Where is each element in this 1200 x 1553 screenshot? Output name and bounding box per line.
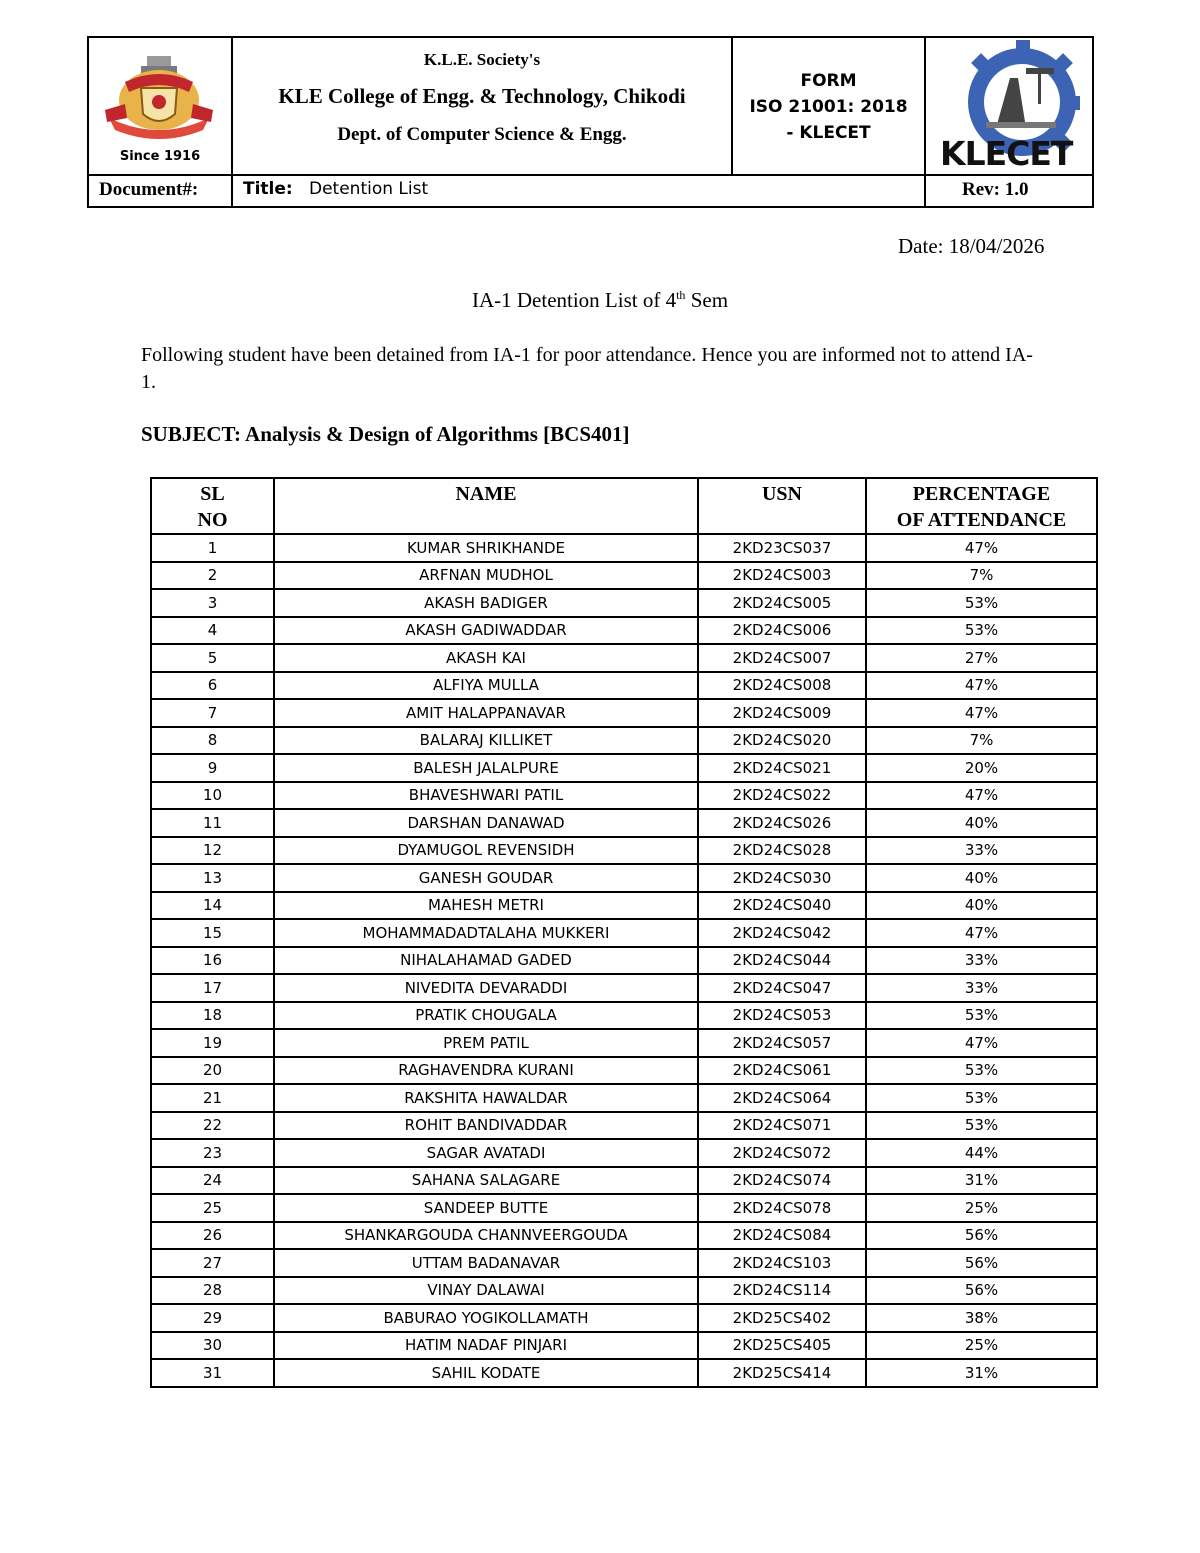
subject-line: SUBJECT: Analysis & Design of Algorithms [BCS401]	[141, 422, 630, 446]
student-name-cell: SAHIL KODATE	[274, 1359, 698, 1387]
student-name-cell: SANDEEP BUTTE	[274, 1194, 698, 1222]
revision-cell	[926, 174, 1092, 206]
table-row	[151, 1002, 1097, 1030]
sl-no-cell: 6	[151, 672, 274, 700]
usn-cell: 2KD24CS020	[698, 727, 866, 755]
sl-no-cell: 5	[151, 644, 274, 672]
attendance-percentage-cell: 7%	[866, 562, 1097, 590]
table-header-row	[151, 478, 1097, 534]
table-row	[151, 782, 1097, 810]
table-row	[151, 1029, 1097, 1057]
sl-no-cell: 26	[151, 1222, 274, 1250]
attendance-percentage-cell: 47%	[866, 782, 1097, 810]
attendance-percentage-cell: 47%	[866, 1029, 1097, 1057]
detention-heading	[0, 288, 1200, 313]
attendance-percentage-cell: 53%	[866, 1084, 1097, 1112]
klecet-form-label: - KLECET	[786, 123, 871, 143]
usn-cell: 2KD24CS044	[698, 947, 866, 975]
sl-no-cell: 25	[151, 1194, 274, 1222]
sl-no-cell: 7	[151, 699, 274, 727]
student-name-cell: AKASH GADIWADDAR	[274, 617, 698, 645]
usn-cell: 2KD25CS402	[698, 1304, 866, 1332]
sl-no-cell: 19	[151, 1029, 274, 1057]
usn-cell: 2KD24CS028	[698, 837, 866, 865]
usn-cell: 2KD24CS061	[698, 1057, 866, 1085]
student-name-cell: DARSHAN DANAWAD	[274, 809, 698, 837]
attendance-percentage-cell: 53%	[866, 1057, 1097, 1085]
title-value: Detention List	[309, 179, 429, 199]
table-row	[151, 974, 1097, 1002]
table-row	[151, 919, 1097, 947]
table-row	[151, 617, 1097, 645]
attendance-percentage-cell: 56%	[866, 1277, 1097, 1305]
table-row	[151, 837, 1097, 865]
sl-no-cell: 2	[151, 562, 274, 590]
table-row	[151, 864, 1097, 892]
student-name-cell: SAGAR AVATADI	[274, 1139, 698, 1167]
table-row	[151, 892, 1097, 920]
usn-cell: 2KD24CS040	[698, 892, 866, 920]
document-header	[87, 36, 1094, 208]
table-row	[151, 727, 1097, 755]
table-row	[151, 644, 1097, 672]
sl-no-cell: 13	[151, 864, 274, 892]
heading-prefix: IA-1 Detention List of 4	[471, 288, 677, 312]
name-header: NAME	[274, 478, 698, 534]
heading-superscript: th	[676, 288, 686, 302]
student-name-cell: NIVEDITA DEVARADDI	[274, 974, 698, 1002]
usn-cell: 2KD25CS414	[698, 1359, 866, 1387]
student-name-cell: PREM PATIL	[274, 1029, 698, 1057]
usn-cell: 2KD24CS005	[698, 589, 866, 617]
table-row	[151, 947, 1097, 975]
sl-no-cell: 29	[151, 1304, 274, 1332]
attendance-percentage-cell: 53%	[866, 589, 1097, 617]
attendance-percentage-cell: 44%	[866, 1139, 1097, 1167]
college-name: KLE College of Engg. & Technology, Chikodi	[278, 84, 686, 108]
usn-cell: 2KD24CS071	[698, 1112, 866, 1140]
sl-no-cell: 9	[151, 754, 274, 782]
heading-suffix: Sem	[685, 288, 729, 312]
table-row	[151, 1112, 1097, 1140]
form-label: FORM	[800, 71, 857, 91]
student-name-cell: ARFNAN MUDHOL	[274, 562, 698, 590]
attendance-percentage-cell: 33%	[866, 837, 1097, 865]
usn-cell: 2KD24CS009	[698, 699, 866, 727]
table-row	[151, 1277, 1097, 1305]
sl-no-cell: 30	[151, 1332, 274, 1360]
student-name-cell: SHANKARGOUDA CHANNVEERGOUDA	[274, 1222, 698, 1250]
student-name-cell: BABURAO YOGIKOLLAMATH	[274, 1304, 698, 1332]
usn-cell: 2KD24CS114	[698, 1277, 866, 1305]
attendance-percentage-cell: 7%	[866, 727, 1097, 755]
student-name-cell: ALFIYA MULLA	[274, 672, 698, 700]
student-name-cell: MAHESH METRI	[274, 892, 698, 920]
table-row	[151, 1359, 1097, 1387]
percentage-header	[866, 478, 1097, 534]
klecet-logo-text: KLECET	[940, 134, 1073, 173]
attendance-percentage-cell: 33%	[866, 947, 1097, 975]
sl-header-line2: NO	[197, 509, 228, 531]
attendance-percentage-cell: 56%	[866, 1222, 1097, 1250]
student-name-cell: AMIT HALAPPANAVAR	[274, 699, 698, 727]
student-name-cell: PRATIK CHOUGALA	[274, 1002, 698, 1030]
document-number-cell	[89, 174, 233, 206]
attendance-percentage-cell: 25%	[866, 1332, 1097, 1360]
usn-cell: 2KD24CS030	[698, 864, 866, 892]
sl-no-cell: 18	[151, 1002, 274, 1030]
usn-header: USN	[698, 478, 866, 534]
sl-no-cell: 11	[151, 809, 274, 837]
since-1916-label: Since 1916	[119, 149, 201, 164]
title-label: Title:	[243, 179, 293, 199]
attendance-percentage-cell: 53%	[866, 1112, 1097, 1140]
attendance-percentage-cell: 56%	[866, 1249, 1097, 1277]
usn-cell: 2KD24CS074	[698, 1167, 866, 1195]
usn-cell: 2KD24CS047	[698, 974, 866, 1002]
college-name-cell	[233, 38, 733, 174]
attendance-percentage-cell: 47%	[866, 919, 1097, 947]
document-date: Date: 18/04/2026	[898, 234, 1045, 258]
usn-cell: 2KD24CS078	[698, 1194, 866, 1222]
student-name-cell: SAHANA SALAGARE	[274, 1167, 698, 1195]
usn-cell: 2KD24CS042	[698, 919, 866, 947]
attendance-percentage-cell: 53%	[866, 1002, 1097, 1030]
table-row	[151, 672, 1097, 700]
attendance-percentage-cell: 47%	[866, 534, 1097, 562]
table-row	[151, 699, 1097, 727]
student-name-cell: DYAMUGOL REVENSIDH	[274, 837, 698, 865]
student-rows	[151, 534, 1097, 1387]
usn-cell: 2KD24CS021	[698, 754, 866, 782]
student-name-cell: BHAVESHWARI PATIL	[274, 782, 698, 810]
detention-table	[150, 477, 1098, 1388]
sl-no-cell: 4	[151, 617, 274, 645]
attendance-percentage-cell: 27%	[866, 644, 1097, 672]
table-row	[151, 1057, 1097, 1085]
table-row	[151, 754, 1097, 782]
table-row	[151, 1084, 1097, 1112]
sl-no-cell: 12	[151, 837, 274, 865]
student-name-cell: GANESH GOUDAR	[274, 864, 698, 892]
student-name-cell: KUMAR SHRIKHANDE	[274, 534, 698, 562]
percentage-header-line1: PERCENTAGE	[912, 483, 1051, 505]
table-row	[151, 562, 1097, 590]
sl-no-cell: 14	[151, 892, 274, 920]
table-row	[151, 1304, 1097, 1332]
sl-header-line1: SL	[200, 483, 225, 505]
attendance-percentage-cell: 31%	[866, 1167, 1097, 1195]
student-name-cell: HATIM NADAF PINJARI	[274, 1332, 698, 1360]
sl-no-cell: 24	[151, 1167, 274, 1195]
usn-cell: 2KD24CS103	[698, 1249, 866, 1277]
form-iso-cell	[733, 38, 926, 174]
sl-no-cell: 23	[151, 1139, 274, 1167]
document-number-label: Document#:	[99, 179, 199, 200]
usn-cell: 2KD24CS022	[698, 782, 866, 810]
attendance-percentage-cell: 20%	[866, 754, 1097, 782]
sl-no-cell: 15	[151, 919, 274, 947]
usn-cell: 2KD25CS405	[698, 1332, 866, 1360]
percentage-header-line2: OF ATTENDANCE	[896, 509, 1067, 531]
sl-no-cell: 1	[151, 534, 274, 562]
attendance-percentage-cell: 31%	[866, 1359, 1097, 1387]
student-name-cell: VINAY DALAWAI	[274, 1277, 698, 1305]
usn-cell: 2KD24CS003	[698, 562, 866, 590]
iso-standard: ISO 21001: 2018	[749, 97, 908, 117]
table-row	[151, 589, 1097, 617]
usn-cell: 2KD23CS037	[698, 534, 866, 562]
student-name-cell: AKASH KAI	[274, 644, 698, 672]
sl-no-cell: 22	[151, 1112, 274, 1140]
student-name-cell: NIHALAHAMAD GADED	[274, 947, 698, 975]
student-name-cell: BALESH JALALPURE	[274, 754, 698, 782]
attendance-percentage-cell: 47%	[866, 672, 1097, 700]
usn-cell: 2KD24CS072	[698, 1139, 866, 1167]
table-row	[151, 1332, 1097, 1360]
usn-cell: 2KD24CS053	[698, 1002, 866, 1030]
society-name: K.L.E. Society's	[423, 50, 541, 69]
sl-no-cell: 3	[151, 589, 274, 617]
sl-no-cell: 20	[151, 1057, 274, 1085]
sl-no-header	[151, 478, 274, 534]
sl-no-cell: 10	[151, 782, 274, 810]
society-seal-cell	[89, 38, 233, 174]
student-name-cell: AKASH BADIGER	[274, 589, 698, 617]
sl-no-cell: 27	[151, 1249, 274, 1277]
table-row	[151, 1194, 1097, 1222]
table-row	[151, 1167, 1097, 1195]
department-name: Dept. of Computer Science & Engg.	[337, 124, 627, 145]
student-name-cell: ROHIT BANDIVADDAR	[274, 1112, 698, 1140]
table-row	[151, 1139, 1097, 1167]
table-row	[151, 534, 1097, 562]
sl-no-cell: 31	[151, 1359, 274, 1387]
revision-label: Rev: 1.0	[962, 179, 1029, 200]
sl-no-cell: 17	[151, 974, 274, 1002]
klecet-logo-cell	[926, 38, 1092, 174]
student-name-cell: MOHAMMADADTALAHA MUKKERI	[274, 919, 698, 947]
usn-cell: 2KD24CS057	[698, 1029, 866, 1057]
attendance-percentage-cell: 40%	[866, 809, 1097, 837]
student-name-cell: RAKSHITA HAWALDAR	[274, 1084, 698, 1112]
detention-notice: Following student have been detained from IA-1 for poor attendance. Hence you are informed not to attend IA-1.	[141, 344, 1033, 393]
attendance-percentage-cell: 38%	[866, 1304, 1097, 1332]
attendance-percentage-cell: 47%	[866, 699, 1097, 727]
sl-no-cell: 28	[151, 1277, 274, 1305]
title-cell	[233, 174, 926, 206]
attendance-percentage-cell: 40%	[866, 892, 1097, 920]
usn-cell: 2KD24CS084	[698, 1222, 866, 1250]
attendance-percentage-cell: 53%	[866, 617, 1097, 645]
table-row	[151, 1249, 1097, 1277]
usn-cell: 2KD24CS008	[698, 672, 866, 700]
sl-no-cell: 8	[151, 727, 274, 755]
usn-cell: 2KD24CS006	[698, 617, 866, 645]
attendance-percentage-cell: 40%	[866, 864, 1097, 892]
student-name-cell: UTTAM BADANAVAR	[274, 1249, 698, 1277]
table-row	[151, 809, 1097, 837]
table-row	[151, 1222, 1097, 1250]
sl-no-cell: 21	[151, 1084, 274, 1112]
kle-society-seal-icon	[103, 52, 215, 140]
usn-cell: 2KD24CS064	[698, 1084, 866, 1112]
sl-no-cell: 16	[151, 947, 274, 975]
usn-cell: 2KD24CS007	[698, 644, 866, 672]
usn-cell: 2KD24CS026	[698, 809, 866, 837]
attendance-percentage-cell: 33%	[866, 974, 1097, 1002]
student-name-cell: RAGHAVENDRA KURANI	[274, 1057, 698, 1085]
attendance-percentage-cell: 25%	[866, 1194, 1097, 1222]
student-name-cell: BALARAJ KILLIKET	[274, 727, 698, 755]
